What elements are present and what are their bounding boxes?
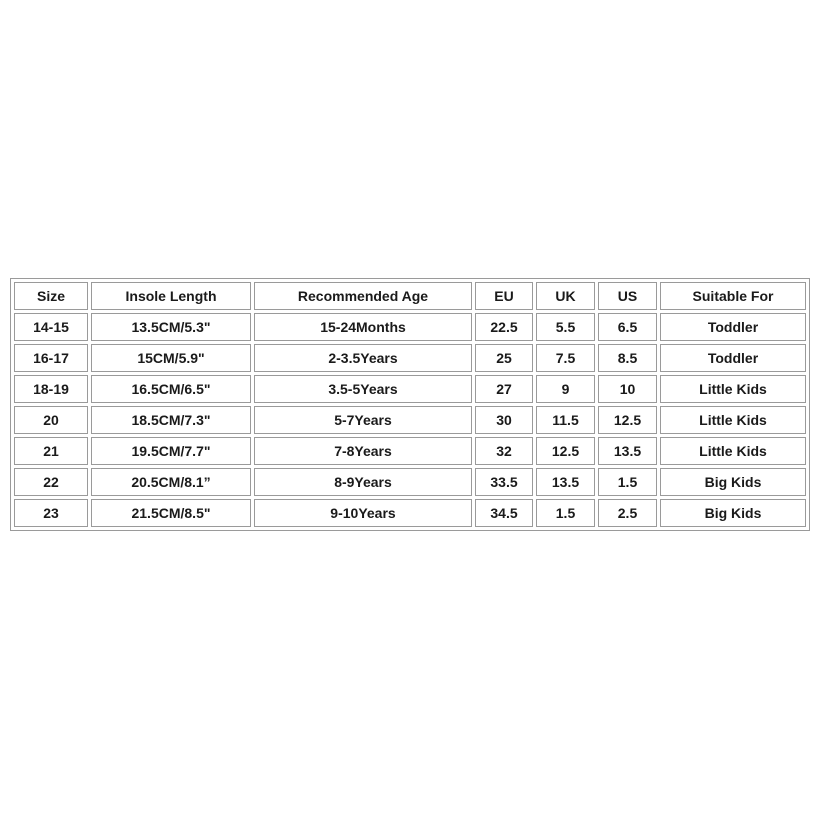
cell-recommended-age: 9-10Years xyxy=(254,499,472,527)
cell-suitable-for: Toddler xyxy=(660,344,806,372)
cell-recommended-age: 5-7Years xyxy=(254,406,472,434)
table-row xyxy=(14,344,806,372)
cell-recommended-age: 15-24Months xyxy=(254,313,472,341)
cell-uk: 9 xyxy=(536,375,595,403)
header-recommended-age: Recommended Age xyxy=(254,282,472,310)
cell-insole-length: 16.5CM/6.5" xyxy=(91,375,251,403)
cell-us: 2.5 xyxy=(598,499,657,527)
header-suitable-for: Suitable For xyxy=(660,282,806,310)
cell-uk: 5.5 xyxy=(536,313,595,341)
header-size: Size xyxy=(14,282,88,310)
cell-insole-length: 13.5CM/5.3" xyxy=(91,313,251,341)
header-eu: EU xyxy=(475,282,533,310)
cell-recommended-age: 3.5-5Years xyxy=(254,375,472,403)
cell-size: 22 xyxy=(14,468,88,496)
header-row xyxy=(14,282,806,310)
cell-us: 8.5 xyxy=(598,344,657,372)
header-uk: UK xyxy=(536,282,595,310)
cell-us: 6.5 xyxy=(598,313,657,341)
cell-suitable-for: Toddler xyxy=(660,313,806,341)
cell-suitable-for: Big Kids xyxy=(660,468,806,496)
cell-insole-length: 19.5CM/7.7" xyxy=(91,437,251,465)
header-us: US xyxy=(598,282,657,310)
header-insole-length: Insole Length xyxy=(91,282,251,310)
table-row xyxy=(14,406,806,434)
size-chart-table xyxy=(10,278,810,531)
cell-insole-length: 20.5CM/8.1” xyxy=(91,468,251,496)
cell-uk: 12.5 xyxy=(536,437,595,465)
cell-uk: 11.5 xyxy=(536,406,595,434)
cell-us: 13.5 xyxy=(598,437,657,465)
cell-us: 1.5 xyxy=(598,468,657,496)
table-row xyxy=(14,313,806,341)
cell-us: 10 xyxy=(598,375,657,403)
table-row xyxy=(14,375,806,403)
cell-uk: 7.5 xyxy=(536,344,595,372)
cell-size: 14-15 xyxy=(14,313,88,341)
cell-uk: 13.5 xyxy=(536,468,595,496)
cell-uk: 1.5 xyxy=(536,499,595,527)
cell-eu: 34.5 xyxy=(475,499,533,527)
table-row xyxy=(14,499,806,527)
cell-eu: 27 xyxy=(475,375,533,403)
cell-size: 16-17 xyxy=(14,344,88,372)
table-row xyxy=(14,437,806,465)
cell-insole-length: 21.5CM/8.5" xyxy=(91,499,251,527)
cell-recommended-age: 7-8Years xyxy=(254,437,472,465)
cell-suitable-for: Little Kids xyxy=(660,437,806,465)
table-row xyxy=(14,468,806,496)
cell-recommended-age: 8-9Years xyxy=(254,468,472,496)
cell-eu: 22.5 xyxy=(475,313,533,341)
cell-suitable-for: Little Kids xyxy=(660,375,806,403)
cell-insole-length: 15CM/5.9" xyxy=(91,344,251,372)
cell-size: 20 xyxy=(14,406,88,434)
cell-suitable-for: Big Kids xyxy=(660,499,806,527)
cell-size: 18-19 xyxy=(14,375,88,403)
cell-size: 23 xyxy=(14,499,88,527)
cell-recommended-age: 2-3.5Years xyxy=(254,344,472,372)
cell-insole-length: 18.5CM/7.3" xyxy=(91,406,251,434)
cell-eu: 30 xyxy=(475,406,533,434)
cell-eu: 32 xyxy=(475,437,533,465)
cell-size: 21 xyxy=(14,437,88,465)
cell-suitable-for: Little Kids xyxy=(660,406,806,434)
cell-eu: 33.5 xyxy=(475,468,533,496)
cell-eu: 25 xyxy=(475,344,533,372)
cell-us: 12.5 xyxy=(598,406,657,434)
